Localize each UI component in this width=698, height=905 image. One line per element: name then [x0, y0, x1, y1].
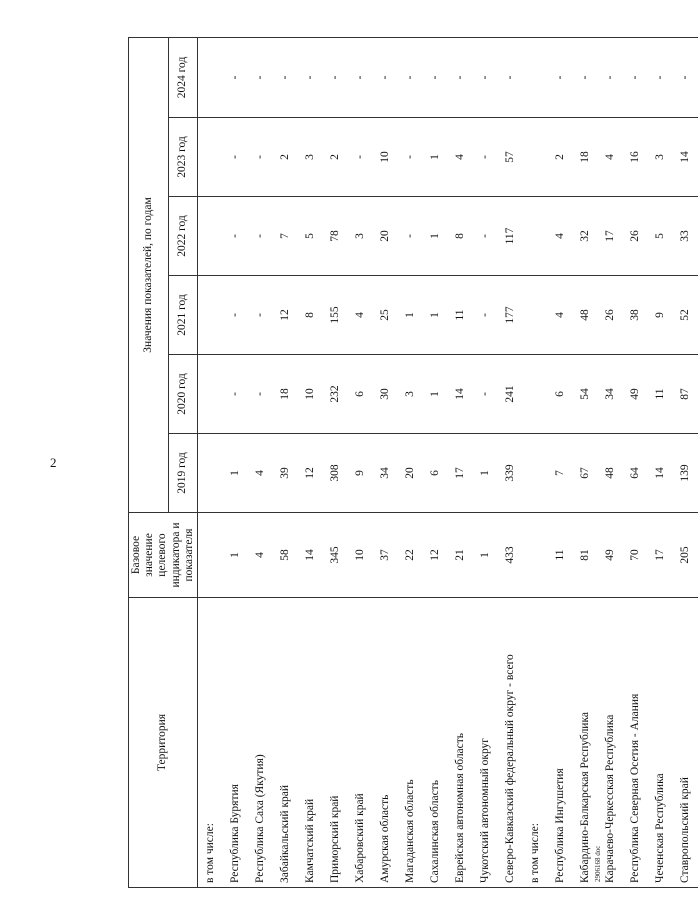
territory-cell: Приморский край	[323, 598, 348, 888]
year-value-cell: -	[223, 276, 248, 355]
year-value-cell: -	[248, 197, 273, 276]
year-value-cell: -	[598, 37, 623, 117]
year-value-cell: 26	[623, 197, 648, 276]
year-value-cell: 139	[673, 434, 698, 513]
year-value-cell: 39	[273, 434, 298, 513]
base-value-cell: 14	[298, 513, 323, 598]
year-value-cell: 57	[498, 118, 523, 197]
year-value-cell: 14	[448, 355, 473, 434]
base-value-cell: 1	[473, 513, 498, 598]
year-value-cell: -	[648, 37, 673, 117]
year-value-cell: 48	[573, 276, 598, 355]
year-value-cell: -	[448, 37, 473, 117]
page-number: 2	[50, 455, 57, 470]
territory-cell: Северо-Кавказский федеральный округ - всего	[498, 598, 523, 888]
year-value-cell: 6	[423, 434, 448, 513]
year-value-cell: 20	[373, 197, 398, 276]
year-value-cell: -	[623, 37, 648, 117]
table-row	[298, 37, 323, 887]
year-value-cell: -	[473, 276, 498, 355]
year-value-cell: -	[348, 118, 373, 197]
year-value-cell: 10	[298, 355, 323, 434]
year-value-cell: 32	[573, 197, 598, 276]
year-value-cell	[523, 118, 548, 197]
table-header	[129, 37, 198, 887]
year-value-cell: 10	[373, 118, 398, 197]
table-row	[598, 37, 623, 887]
territory-cell: Чеченская Республика	[648, 598, 673, 888]
year-value-cell	[198, 355, 224, 434]
year-value-cell: 11	[648, 355, 673, 434]
table-row	[573, 37, 598, 887]
base-value-cell: 10	[348, 513, 373, 598]
header-year: 2021 год	[168, 276, 197, 355]
year-value-cell: 78	[323, 197, 348, 276]
base-value-cell: 1	[223, 513, 248, 598]
year-value-cell: 4	[348, 276, 373, 355]
table-row	[198, 37, 224, 887]
header-year: 2019 год	[168, 434, 197, 513]
year-value-cell: 11	[448, 276, 473, 355]
year-value-cell: 4	[248, 434, 273, 513]
table-row	[473, 37, 498, 887]
year-value-cell: 2	[323, 118, 348, 197]
year-value-cell: 16	[623, 118, 648, 197]
year-value-cell: 17	[598, 197, 623, 276]
table-row	[373, 37, 398, 887]
year-value-cell: 34	[373, 434, 398, 513]
territory-cell: Карачаево-Черкесская Республика	[598, 598, 623, 888]
year-value-cell	[523, 355, 548, 434]
territory-cell: Магаданская область	[398, 598, 423, 888]
year-value-cell: -	[398, 197, 423, 276]
territory-cell: Сахалинская область	[423, 598, 448, 888]
year-value-cell: 117	[498, 197, 523, 276]
year-value-cell: -	[473, 355, 498, 434]
year-value-cell: -	[223, 355, 248, 434]
table-row	[498, 37, 523, 887]
year-value-cell: 308	[323, 434, 348, 513]
year-value-cell: 155	[323, 276, 348, 355]
territory-cell: в том числе:	[523, 598, 548, 888]
year-value-cell: 25	[373, 276, 398, 355]
year-value-cell: -	[473, 118, 498, 197]
base-value-cell: 4	[248, 513, 273, 598]
territory-cell: Еврейская автономная область	[448, 598, 473, 888]
year-value-cell: 54	[573, 355, 598, 434]
year-value-cell: 8	[298, 276, 323, 355]
year-value-cell: 1	[473, 434, 498, 513]
year-value-cell	[523, 434, 548, 513]
year-value-cell: -	[398, 118, 423, 197]
base-value-cell: 22	[398, 513, 423, 598]
territory-cell: Ставропольский край	[673, 598, 698, 888]
base-value-cell: 21	[448, 513, 473, 598]
year-value-cell: 5	[298, 197, 323, 276]
year-value-cell: 14	[648, 434, 673, 513]
header-base-value: Базовое значение целевого индикатора и показателя	[129, 513, 198, 598]
header-year: 2022 год	[168, 197, 197, 276]
base-value-cell: 70	[623, 513, 648, 598]
territory-cell: Республика Саха (Якутия)	[248, 598, 273, 888]
table-row	[323, 37, 348, 887]
indicator-table	[128, 37, 698, 888]
year-value-cell: 1	[423, 118, 448, 197]
year-value-cell: -	[373, 37, 398, 117]
year-value-cell: -	[248, 118, 273, 197]
table-row	[623, 37, 648, 887]
year-value-cell: 1	[398, 276, 423, 355]
base-value-cell	[198, 513, 224, 598]
year-value-cell: -	[473, 37, 498, 117]
year-value-cell: -	[323, 37, 348, 117]
year-value-cell: 17	[448, 434, 473, 513]
year-value-cell	[198, 37, 224, 117]
table-row	[648, 37, 673, 887]
year-value-cell: 12	[273, 276, 298, 355]
year-value-cell: -	[248, 37, 273, 117]
base-value-cell: 81	[573, 513, 598, 598]
year-value-cell: 6	[348, 355, 373, 434]
year-value-cell: 4	[548, 276, 573, 355]
year-value-cell: 38	[623, 276, 648, 355]
territory-cell: в том числе:	[198, 598, 224, 888]
year-value-cell: -	[673, 37, 698, 117]
year-value-cell: 3	[398, 355, 423, 434]
year-value-cell: 1	[423, 276, 448, 355]
year-value-cell: 4	[448, 118, 473, 197]
year-value-cell	[198, 434, 224, 513]
base-value-cell: 205	[673, 513, 698, 598]
year-value-cell	[198, 276, 224, 355]
year-value-cell: 64	[623, 434, 648, 513]
territory-cell: Республика Бурятия	[223, 598, 248, 888]
year-value-cell: 232	[323, 355, 348, 434]
base-value-cell: 12	[423, 513, 448, 598]
year-value-cell: -	[298, 37, 323, 117]
year-value-cell: 7	[273, 197, 298, 276]
year-value-cell: 1	[423, 197, 448, 276]
year-value-cell: -	[248, 276, 273, 355]
year-value-cell: 34	[598, 355, 623, 434]
header-year: 2020 год	[168, 355, 197, 434]
document-id: 2906168 doc	[594, 845, 602, 882]
base-value-cell: 433	[498, 513, 523, 598]
year-value-cell: -	[223, 118, 248, 197]
year-value-cell: -	[473, 197, 498, 276]
year-value-cell: -	[423, 37, 448, 117]
year-value-cell: -	[498, 37, 523, 117]
territory-cell: Забайкальский край	[273, 598, 298, 888]
year-value-cell: 26	[598, 276, 623, 355]
header-year: 2023 год	[168, 118, 197, 197]
year-value-cell: -	[248, 355, 273, 434]
year-value-cell: 3	[298, 118, 323, 197]
year-value-cell: 7	[548, 434, 573, 513]
year-value-cell: 3	[348, 197, 373, 276]
year-value-cell: 67	[573, 434, 598, 513]
year-value-cell: 2	[273, 118, 298, 197]
year-value-cell: 49	[623, 355, 648, 434]
base-value-cell: 17	[648, 513, 673, 598]
header-territory: Территория	[129, 598, 198, 888]
year-value-cell: 241	[498, 355, 523, 434]
territory-cell: Кабардино-Балкарская Республика	[573, 598, 598, 888]
base-value-cell	[523, 513, 548, 598]
header-year: 2024 год	[168, 37, 197, 117]
territory-cell: Республика Северная Осетия - Алания	[623, 598, 648, 888]
year-value-cell	[198, 118, 224, 197]
territory-cell: Чукотский автономный округ	[473, 598, 498, 888]
year-value-cell: -	[573, 37, 598, 117]
year-value-cell: 48	[598, 434, 623, 513]
year-value-cell: 177	[498, 276, 523, 355]
year-value-cell: 18	[573, 118, 598, 197]
table-row	[523, 37, 548, 887]
year-value-cell: 30	[373, 355, 398, 434]
year-value-cell: 8	[448, 197, 473, 276]
year-value-cell	[523, 37, 548, 117]
year-value-cell	[523, 197, 548, 276]
year-value-cell: 14	[673, 118, 698, 197]
year-value-cell: -	[398, 37, 423, 117]
base-value-cell: 345	[323, 513, 348, 598]
year-value-cell: 52	[673, 276, 698, 355]
year-value-cell: 4	[548, 197, 573, 276]
year-value-cell: -	[223, 37, 248, 117]
table-row	[398, 37, 423, 887]
header-values-by-year: Значения показателей, по годам	[129, 37, 169, 512]
year-value-cell: 9	[648, 276, 673, 355]
year-value-cell: 87	[673, 355, 698, 434]
year-value-cell: 6	[548, 355, 573, 434]
territory-cell: Амурская область	[373, 598, 398, 888]
year-value-cell: 20	[398, 434, 423, 513]
year-value-cell: 33	[673, 197, 698, 276]
year-value-cell: -	[548, 37, 573, 117]
year-value-cell: 9	[348, 434, 373, 513]
year-value-cell: 4	[598, 118, 623, 197]
table-row	[548, 37, 573, 887]
year-value-cell: -	[273, 37, 298, 117]
year-value-cell: -	[223, 197, 248, 276]
base-value-cell: 37	[373, 513, 398, 598]
base-value-cell: 11	[548, 513, 573, 598]
table-row	[673, 37, 698, 887]
year-value-cell: 5	[648, 197, 673, 276]
table-row	[223, 37, 248, 887]
table-row	[273, 37, 298, 887]
table-body	[198, 37, 698, 887]
territory-cell: Хабаровский край	[348, 598, 373, 888]
table-row	[448, 37, 473, 887]
table-row	[248, 37, 273, 887]
year-value-cell	[198, 197, 224, 276]
year-value-cell: 2	[548, 118, 573, 197]
base-value-cell: 58	[273, 513, 298, 598]
table-row	[348, 37, 373, 887]
year-value-cell: 18	[273, 355, 298, 434]
territory-cell: Республика Ингушетия	[548, 598, 573, 888]
year-value-cell: -	[348, 37, 373, 117]
table-row	[423, 37, 448, 887]
year-value-cell: 339	[498, 434, 523, 513]
base-value-cell: 49	[598, 513, 623, 598]
territory-cell: Камчатский край	[298, 598, 323, 888]
year-value-cell: 1	[223, 434, 248, 513]
year-value-cell: 3	[648, 118, 673, 197]
year-value-cell	[523, 276, 548, 355]
year-value-cell: 1	[423, 355, 448, 434]
year-value-cell: 12	[298, 434, 323, 513]
